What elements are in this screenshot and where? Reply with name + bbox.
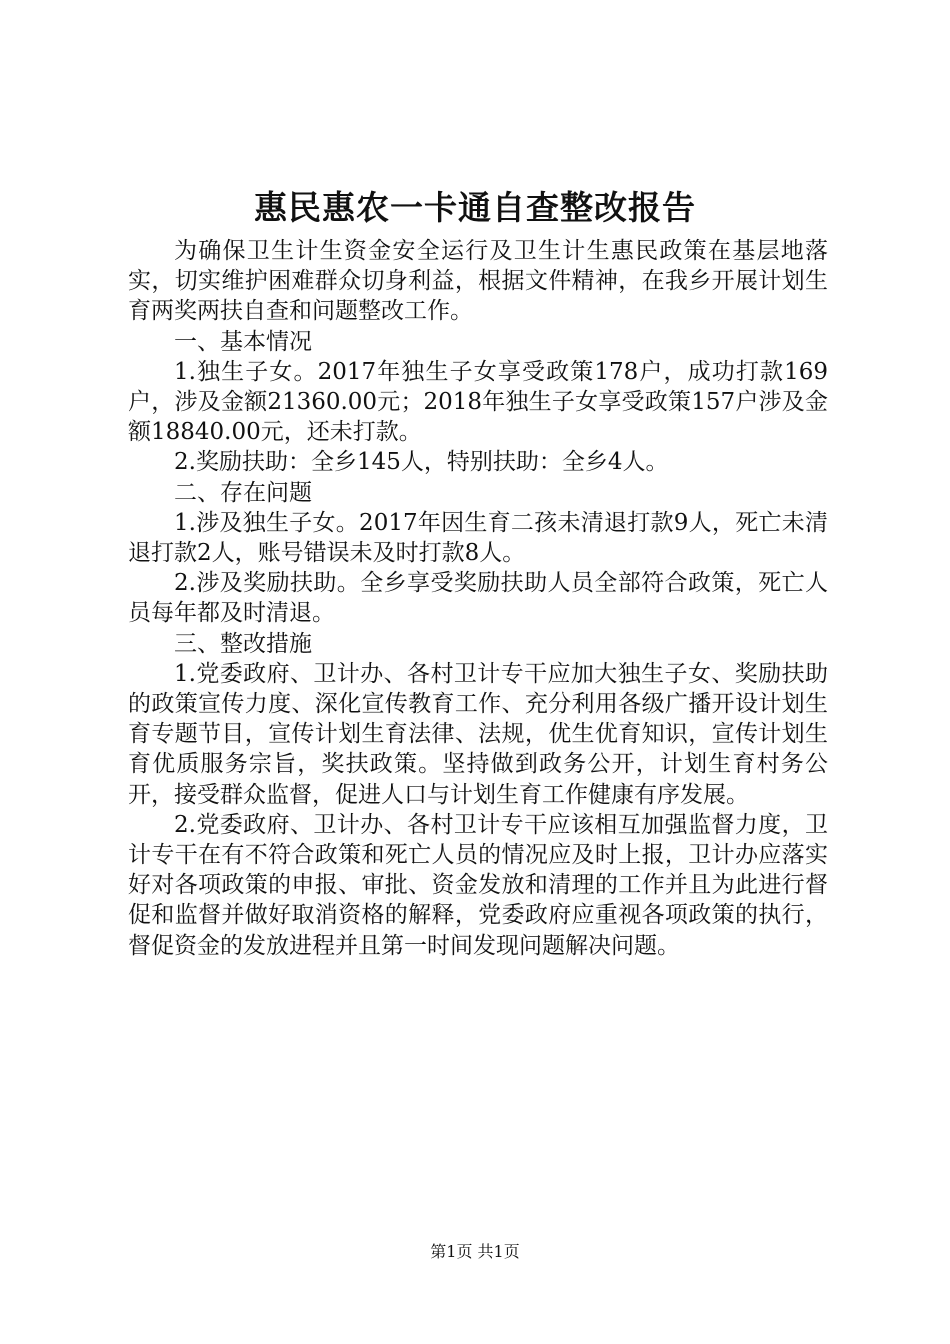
- document-title: 惠民惠农一卡通自查整改报告: [254, 188, 696, 227]
- section-heading-basic: 一、基本情况: [174, 328, 312, 355]
- section-heading-problems: 二、存在问题: [174, 479, 312, 506]
- document-body: [128, 236, 828, 961]
- paragraph-measures-1: 1.党委政府、卫计办、各村卫计专干应加大独生子女、奖励扶助的政策宣传力度、深化宣传教育工作、充分利用各级广播开设计划生育专题节目，宣传计划生育法律、法规，优生优育知识，宣传计划生育优质服务宗旨，奖扶政策。坚持做到政务公开，计划生育村务公开，接受群众监督，促进人口与计划生育工作健康有序发展。: [128, 660, 828, 808]
- intro-paragraph: 为确保卫生计生资金安全运行及卫生计生惠民政策在基层地落实，切实维护困难群众切身利益，根据文件精神，在我乡开展计划生育两奖两扶自查和问题整改工作。: [128, 238, 828, 325]
- page-footer: 第1页 共1页: [430, 1242, 520, 1261]
- paragraph-problems-2: 2.涉及奖励扶助。全乡享受奖励扶助人员全部符合政策，死亡人员每年都及时清退。: [128, 570, 828, 627]
- paragraph-problems-1: 1.涉及独生子女。2017年因生育二孩未清退打款9人，死亡未清退打款2人，账号错误未及时打款8人。: [128, 509, 828, 567]
- paragraph-basic-1: 1.独生子女。2017年独生子女享受政策178户，成功打款169户，涉及金额21360.00元；2018年独生子女享受政策157户涉及金额18840.00元，还未打款。: [128, 358, 828, 446]
- paragraph-measures-2: 2.党委政府、卫计办、各村卫计专干应该相互加强监督力度，卫计专干在有不符合政策和死亡人员的情况应及时上报，卫计办应落实好对各项政策的申报、审批、资金发放和清理的工作并且为此进行督促和监督并做好取消资格的解释，党委政府应重视各项政策的执行，督促资金的发放进程并且第一时间发现问题解决问题。: [128, 811, 828, 959]
- section-heading-measures: 三、整改措施: [174, 630, 312, 657]
- paragraph-basic-2: 2.奖励扶助：全乡145人，特别扶助：全乡4人。: [174, 449, 669, 476]
